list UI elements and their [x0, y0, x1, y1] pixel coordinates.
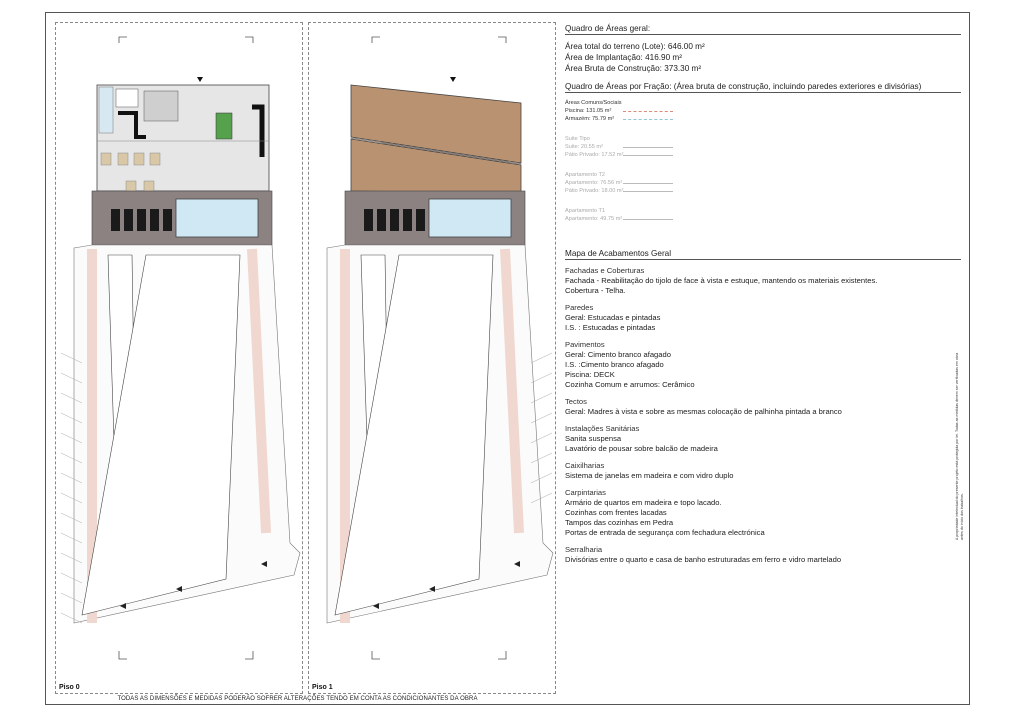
- fracao-group-suite: [565, 135, 961, 159]
- fracao-item: Apartamento: 49.75 m²: [565, 215, 961, 223]
- acab-item: I.S. : Estucadas e pintadas: [565, 323, 656, 332]
- acab-item: Geral: Madres à vista e sobre as mesmas colocação de palhinha pintada a branco: [565, 407, 842, 416]
- areas-geral-title: Quadro de Áreas geral:: [565, 24, 961, 35]
- fracao-item: Suite: 20.55 m²: [565, 143, 961, 151]
- acab-group-pavimentos: [565, 340, 961, 390]
- acab-item: Geral: Cimento branco afagado: [565, 350, 671, 359]
- legend-line-blue: [623, 119, 673, 120]
- info-panel: [565, 24, 961, 572]
- acab-group-carpintarias: [565, 488, 961, 538]
- dimensions-disclaimer: TODAS AS DIMENSÕES E MEDIDAS PODERÃO SOFRER ALTERAÇÕES TENDO EM CONTA AS CONDICIONANTES DA OBRA: [117, 696, 478, 702]
- acab-head: Caixilharias: [565, 461, 605, 470]
- acab-item: Fachada - Reabilitação do tijolo de face à vista e estuque, mantendo os materiais existentes.: [565, 276, 878, 285]
- vertical-side-note: A propriedade intelectual do presente projeto está protegida por lei. Todas as medidas devem ser verificadas em obra antes do início dos trabalhos.: [955, 352, 964, 540]
- legend-line: [623, 183, 673, 184]
- fracao-group-t1: [565, 207, 961, 223]
- legend-line: [623, 191, 673, 192]
- fracao-group-head: Suite Tipo: [565, 136, 590, 142]
- acab-item: Cozinha Comum e arrumos: Cerâmico: [565, 380, 695, 389]
- fracao-group-head: Apartamento T1: [565, 208, 606, 214]
- areas-geral-list: [565, 41, 961, 74]
- fracao-item: Apartamento: 76.56 m²: [565, 179, 961, 187]
- area-lote: Área total do terreno (Lote): 646.00 m²: [565, 42, 705, 51]
- areas-fracao-title: Quadro de Áreas por Fração: (Área bruta de construção, incluindo paredes exteriores e divisórias): [565, 82, 961, 93]
- plan-frame-piso-1: [308, 22, 556, 694]
- acab-head: Instalações Sanitárias: [565, 424, 640, 433]
- legend-line-red: [623, 111, 673, 112]
- plan-label-piso-1: Piso 1: [312, 684, 333, 691]
- legend-line: [623, 147, 673, 148]
- acab-item: Piscina: DECK: [565, 370, 615, 379]
- area-bruta: Área Bruta de Construção: 373.30 m²: [565, 64, 702, 73]
- plan-drawing-piso-1: [309, 23, 557, 695]
- fracao-item: Piscina: 131.05 m²: [565, 107, 961, 115]
- acab-group-caixilharias: [565, 461, 961, 481]
- fracao-item: Pátio Privado: 17.52 m²: [565, 151, 961, 159]
- acab-item: Divisórias entre o quarto e casa de banho estruturadas em ferro e vidro martelado: [565, 555, 842, 564]
- acabamentos-list: [565, 266, 961, 565]
- acab-head: Carpintarias: [565, 488, 606, 497]
- acab-head: Fachadas e Coberturas: [565, 266, 645, 275]
- acab-head: Serralharia: [565, 545, 603, 554]
- fracao-group-head: Áreas Comuns/Sociais: [565, 100, 622, 106]
- acab-group-fachadas: [565, 266, 961, 296]
- legend-line: [623, 155, 673, 156]
- acab-item: Lavatório de pousar sobre balcão de madeira: [565, 444, 718, 453]
- acab-item: Cozinhas com frentes lacadas: [565, 508, 667, 517]
- plan-label-piso-0: Piso 0: [59, 684, 80, 691]
- fracao-group-t2: [565, 171, 961, 195]
- acab-item: Tampos das cozinhas em Pedra: [565, 518, 674, 527]
- acab-head: Pavimentos: [565, 340, 605, 349]
- areas-fracao-list: [565, 99, 961, 223]
- acab-group-serralharia: [565, 545, 961, 565]
- acab-item: Armário de quartos em madeira e topo lacado.: [565, 498, 722, 507]
- area-implantacao: Área de Implantação: 416.90 m²: [565, 53, 682, 62]
- acab-item: Geral: Estucadas e pintadas: [565, 313, 661, 322]
- fracao-group-comuns: [565, 99, 961, 123]
- plan-frame-piso-0: [55, 22, 303, 694]
- acab-head: Tectos: [565, 397, 587, 406]
- fracao-item: Pátio Privado: 18.00 m²: [565, 187, 961, 195]
- plan-drawing-piso-0: [56, 23, 304, 695]
- legend-line: [623, 219, 673, 220]
- acab-group-sanitarias: [565, 424, 961, 454]
- acab-item: Sistema de janelas em madeira e com vidro duplo: [565, 471, 734, 480]
- fracao-item: Armazém: 75.79 m²: [565, 115, 961, 123]
- acab-item: I.S. :Cimento branco afagado: [565, 360, 664, 369]
- acab-item: Sanita suspensa: [565, 434, 622, 443]
- acab-group-tectos: [565, 397, 961, 417]
- acabamentos-title: Mapa de Acabamentos Geral: [565, 249, 961, 260]
- acab-head: Paredes: [565, 303, 594, 312]
- acab-group-paredes: [565, 303, 961, 333]
- acab-item: Portas de entrada de segurança com fechadura electrónica: [565, 528, 765, 537]
- fracao-group-head: Apartamento T2: [565, 172, 606, 178]
- acab-item: Cobertura - Telha.: [565, 286, 626, 295]
- floor-plans-area: [55, 22, 560, 694]
